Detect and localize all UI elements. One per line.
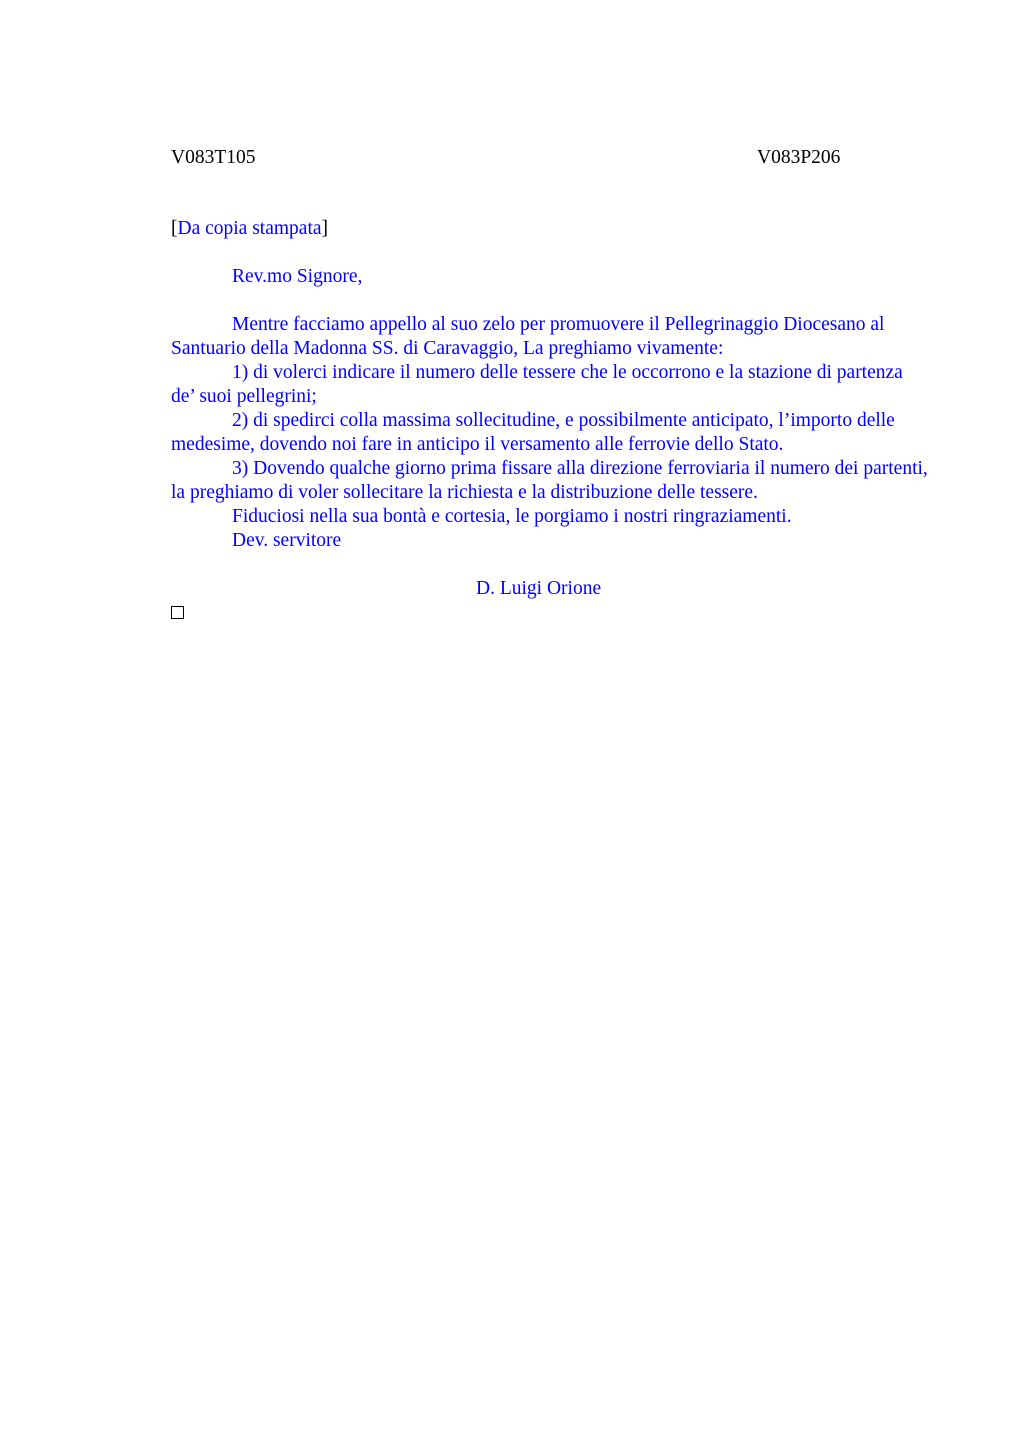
paragraph-closing: Dev. servitore xyxy=(232,530,342,551)
document-body xyxy=(171,217,931,626)
spacer xyxy=(171,553,931,577)
source-open-bracket: [ xyxy=(171,218,178,239)
paragraph-thanks: Fiduciosi nella sua bontà e cortesia, le porgiamo i nostri ringraziamenti. xyxy=(232,506,792,527)
spacer xyxy=(171,289,931,313)
square-outline-icon xyxy=(171,606,184,619)
source-close-bracket: ] xyxy=(321,218,329,239)
source-text: Da copia stampata xyxy=(177,218,322,239)
header-right-code: V083P206 xyxy=(757,147,841,168)
paragraph-intro: Mentre facciamo appello al suo zelo per promuovere il Pellegrinaggio Diocesano al Santuario della Madonna SS. di Caravaggio, La preghiamo vivamente: xyxy=(171,314,885,359)
spacer xyxy=(171,241,931,265)
paragraph-item-3: 3) Dovendo qualche giorno prima fissare alla direzione ferroviaria il numero dei partenti, la preghiamo di voler sollecitare la richiesta e la distribuzione delle tessere. xyxy=(171,458,928,503)
paragraph-item-1: 1) di volerci indicare il numero delle tessere che le occorrono e la stazione di partenza de’ suoi pellegrini; xyxy=(171,362,903,407)
header-left-code: V083T105 xyxy=(171,147,256,168)
paragraph-item-2: 2) di spedirci colla massima sollecitudine, e possibilmente anticipato, l’importo delle medesime, dovendo noi fare in anticipo il versamento alle ferrovie dello Stato. xyxy=(171,410,895,455)
salutation: Rev.mo Signore, xyxy=(232,266,363,287)
source-note xyxy=(171,217,931,241)
signature: D. Luigi Orione xyxy=(476,578,602,599)
